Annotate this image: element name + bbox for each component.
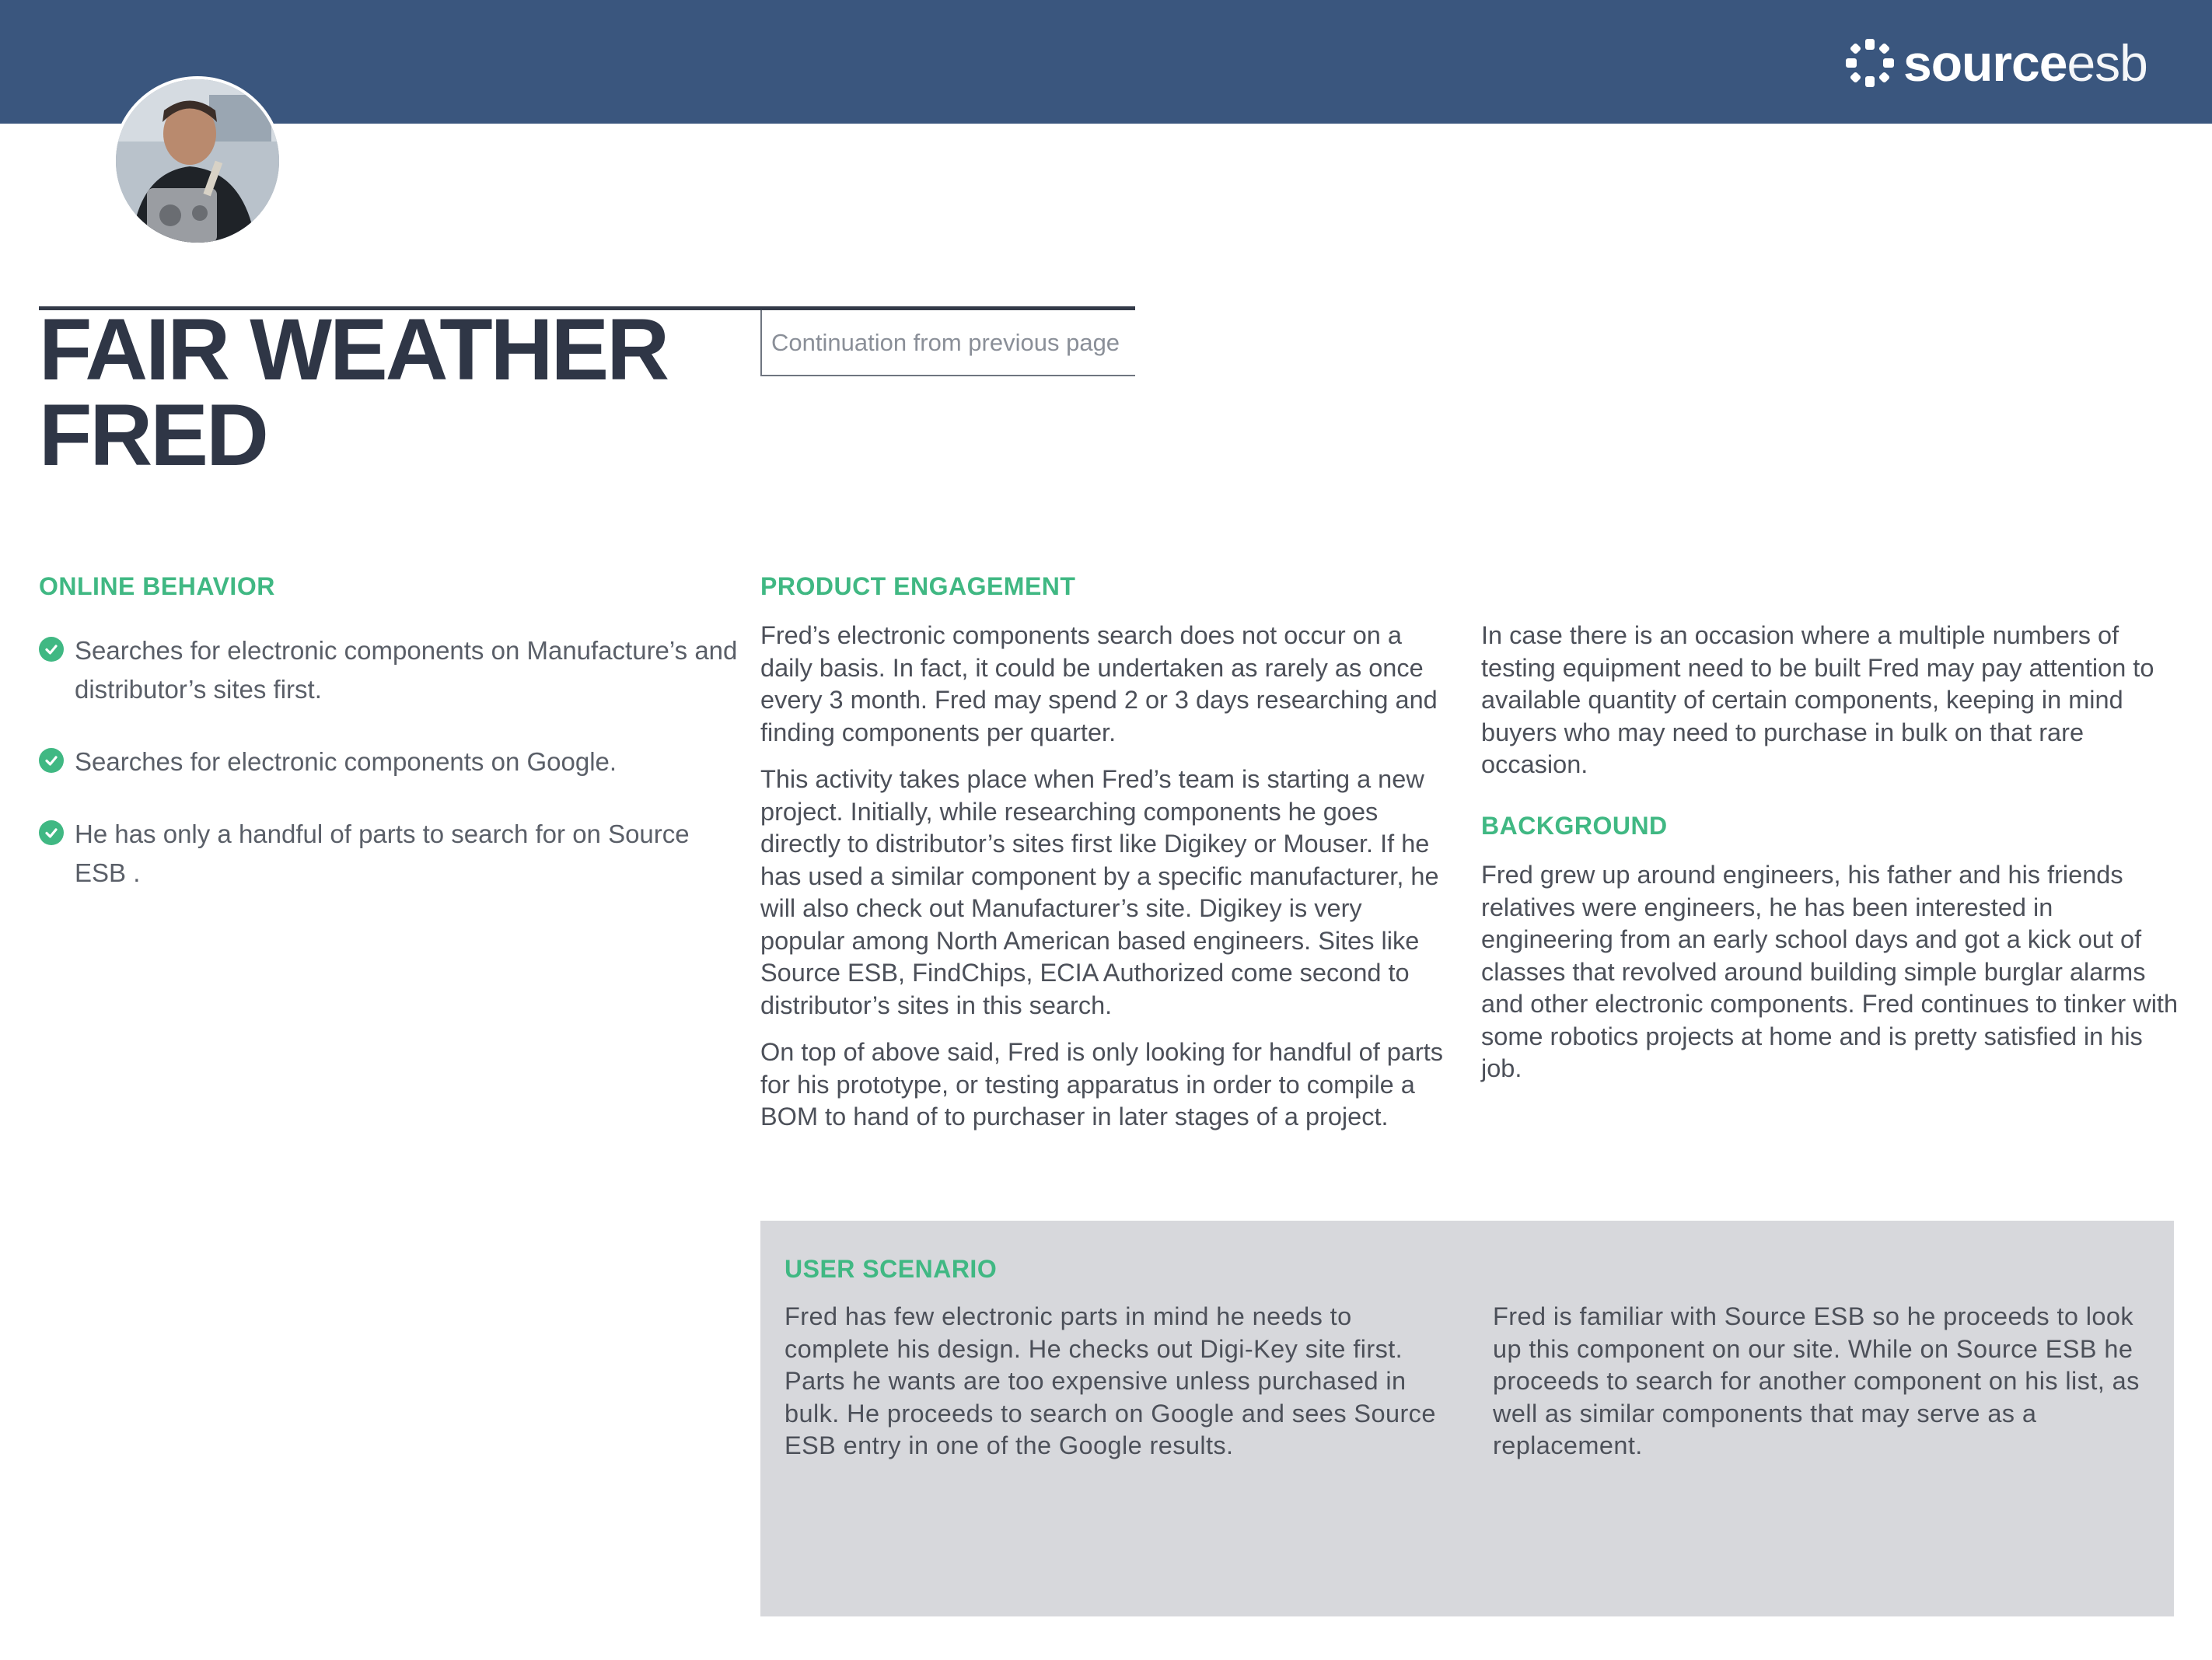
paragraph: Fred grew up around engineers, his father and his friends relatives were engineers, he has been interested in engineering from an early school days and got a kick out of classes that revolved around building simple burglar alarms and other electronic components. Fred continues to tinker with some robotics projects at home and is pretty satisfied in his job.: [1481, 861, 2179, 1082]
list-item-text: Searches for electronic components on Google.: [75, 747, 617, 776]
paragraph: Fred is familiar with Source ESB so he proceeds to look up this component on our site. While on Source ESB he proceeds to search for another component on his list, as well as similar components that may serve as a replacement.: [1493, 1302, 2140, 1459]
paragraph: In case there is an occasion where a multiple numbers of testing equipment need to be built Fred may pay attention to available quantity of certain components, keeping in mind buyers who may need to purchase in bulk on that rare occasion.: [1481, 621, 2154, 778]
continuation-note: Continuation from previous page: [760, 310, 1135, 376]
paragraph: Fred has few electronic parts in mind he needs to complete his design. He checks out Digi-Key site first. Parts he wants are too expensive unless purchased in bulk. He proceeds to search on Google and sees Source ESB entry in one of the Google results.: [785, 1302, 1436, 1459]
online-behavior-heading: ONLINE BEHAVIOR: [39, 572, 275, 600]
list-item: [39, 815, 739, 893]
paragraph: On top of above said, Fred is only looking for handful of parts for his prototype, or testing apparatus in order to compile a BOM to hand of to purchaser in later stages of a project.: [760, 1038, 1444, 1131]
product-engagement-column-1: [760, 620, 1446, 1148]
product-engagement-heading: PRODUCT ENGAGEMENT: [760, 572, 1076, 600]
sourceesb-logo-icon: [1844, 37, 1896, 89]
logo-text-source: source: [1903, 34, 2067, 92]
user-scenario-column-2: [1493, 1301, 2154, 1477]
check-circle-icon: [39, 637, 64, 662]
check-circle-icon: [39, 748, 64, 773]
logo-wordmark: [1903, 34, 2147, 92]
background-column: [1481, 859, 2181, 1100]
persona-title: FAIR WEATHER FRED: [39, 301, 668, 484]
check-circle-icon: [39, 820, 64, 845]
sourceesb-logo[interactable]: [1844, 34, 2147, 92]
list-item-text: He has only a handful of parts to search for on Source ESB .: [75, 820, 690, 887]
product-engagement-column-2: [1481, 620, 2177, 796]
online-behavior-list: [39, 631, 739, 926]
user-scenario-column-1: [785, 1301, 1461, 1477]
list-item: [39, 743, 739, 781]
paragraph: This activity takes place when Fred’s team is starting a new project. Initially, while researching components he goes directly to distributor’s sites first like Digikey or Mouser. If he has used a similar component by a specific manufacturer, he will also check out Manufacturer’s site. Digikey is very popular among North American based engineers. Sites like Source ESB, FindChips, ECIA Authorized come second to distributor’s sites in this search.: [760, 765, 1439, 1019]
user-scenario-heading: USER SCENARIO: [785, 1255, 998, 1283]
list-item-text: Searches for electronic components on Manufacture’s and distributor’s sites first.: [75, 636, 738, 704]
paragraph: Fred’s electronic components search does not occur on a daily basis. In fact, it could be undertaken as rarely as once every 3 month. Fred may spend 2 or 3 days researching and finding components per quarter.: [760, 621, 1438, 746]
list-item: [39, 631, 739, 709]
person-photo-icon: [116, 79, 279, 243]
background-heading: BACKGROUND: [1481, 812, 1668, 840]
persona-avatar: [113, 76, 282, 246]
logo-text-esb: esb: [2067, 34, 2147, 92]
